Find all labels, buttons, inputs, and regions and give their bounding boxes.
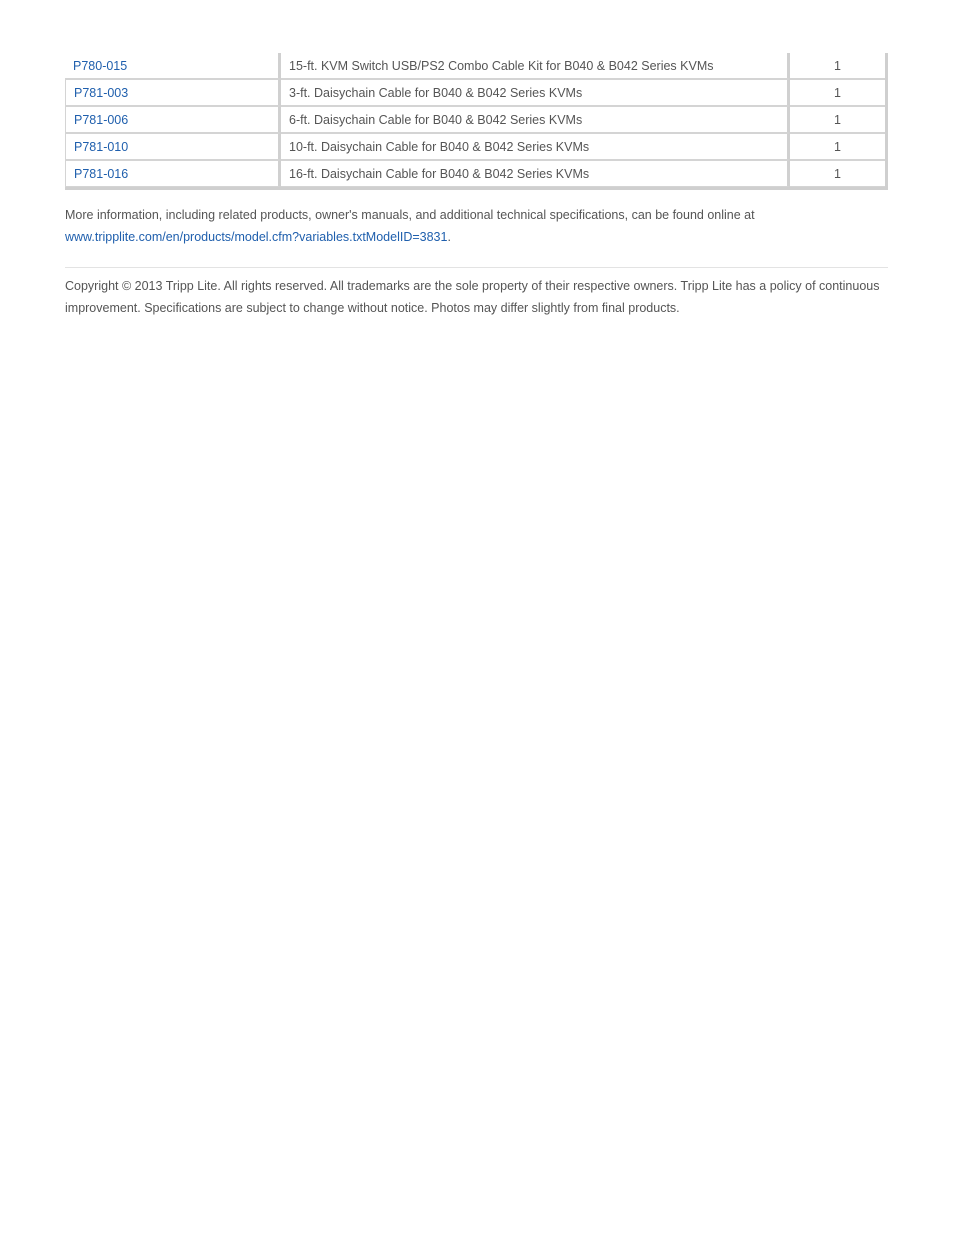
table-row [65, 106, 885, 133]
table-row [65, 133, 885, 160]
quantity-cell: 1 [790, 106, 885, 133]
product-page-link[interactable]: www.tripplite.com/en/products/model.cfm?variables.txtModelID=3831 [65, 230, 448, 244]
table-row [65, 160, 885, 187]
quantity-cell: 1 [790, 79, 885, 106]
table-row [65, 79, 885, 106]
table-row [65, 53, 885, 79]
model-link[interactable]: P780-015 [73, 58, 128, 73]
document-page [65, 53, 888, 319]
model-link[interactable]: P781-016 [74, 166, 129, 181]
model-link[interactable]: P781-010 [74, 139, 129, 154]
quantity-cell: 1 [790, 133, 885, 160]
model-link[interactable]: P781-006 [74, 112, 129, 127]
section-divider [65, 267, 888, 268]
description-cell: 15-ft. KVM Switch USB/PS2 Combo Cable Kit for B040 & B042 Series KVMs [281, 53, 790, 79]
quantity-cell: 1 [790, 160, 885, 187]
quantity-cell: 1 [790, 53, 885, 79]
description-cell: 10-ft. Daisychain Cable for B040 & B042 Series KVMs [281, 133, 790, 160]
more-info-paragraph [65, 204, 888, 248]
model-cell [65, 133, 281, 160]
accessories-table [65, 53, 888, 190]
more-info-trailing: . [447, 230, 451, 244]
model-cell [65, 160, 281, 187]
model-cell [65, 106, 281, 133]
model-cell [65, 53, 281, 79]
more-info-text: More information, including related products, owner's manuals, and additional technical specifications, can be found online at [65, 208, 755, 222]
description-cell: 3-ft. Daisychain Cable for B040 & B042 Series KVMs [281, 79, 790, 106]
copyright-notice: Copyright © 2013 Tripp Lite. All rights reserved. All trademarks are the sole property of their respective owners. Tripp Lite has a policy of continuous improvement. Specifications are subject to change without notice. Photos may differ slightly from final products. [65, 279, 880, 315]
description-cell: 6-ft. Daisychain Cable for B040 & B042 Series KVMs [281, 106, 790, 133]
model-link[interactable]: P781-003 [74, 85, 129, 100]
model-cell [65, 79, 281, 106]
description-cell: 16-ft. Daisychain Cable for B040 & B042 Series KVMs [281, 160, 790, 187]
